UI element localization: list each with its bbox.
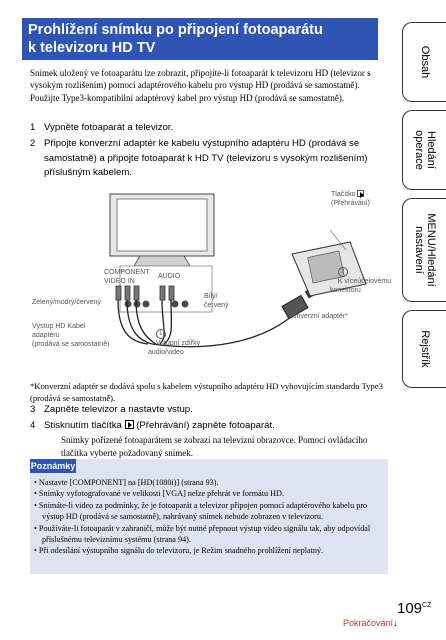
- tab-menu-settings-search[interactable]: [402, 198, 446, 302]
- play-icon: [125, 420, 134, 429]
- tab-index[interactable]: [402, 310, 446, 388]
- play-icon: [357, 190, 364, 197]
- step-2-number: 2: [30, 138, 36, 149]
- step-1: [30, 121, 390, 136]
- tab-operation-search-label: Hledání operace: [412, 130, 437, 170]
- page-title-line2: k televizoru HD TV: [28, 40, 156, 56]
- step-2: [30, 137, 390, 181]
- tv-icon: [110, 194, 214, 266]
- step-4: [30, 419, 390, 434]
- audio-label: AUDIO: [158, 273, 181, 280]
- page-locale: CZ: [422, 602, 432, 609]
- multi-connector-label: [330, 258, 391, 304]
- note-item: • Při odesílání výstupního signálu do televizoru, je Režim snadného prohlížení neplatný.: [34, 545, 384, 556]
- step-4-text-post: (Přehrávání) zapněte fotoaparát.: [136, 420, 275, 431]
- av-input-label: [148, 320, 200, 366]
- white-red-label: Bílý/ červený: [204, 293, 229, 309]
- intro-paragraph: Snímek uložený ve fotoaparátu lze zobrazit, připojíte-li fotoaparát k televizoru HD (televizor s vysokým rozlišením) pomocí adaptérového kabelu pro výstup HD (prodává se samostatně). Použijte Type3-kompatibilní adaptérový kabel pro výstup HD (prodává se samostatně).: [30, 68, 371, 103]
- multi-connector-text: K víceúčelovému konektoru: [330, 278, 392, 294]
- av-input-number: 1: [156, 329, 166, 339]
- step-3-number: 3: [30, 404, 36, 415]
- footnote: *Konverzní adaptér se dodává spolu s kabelem výstupního adaptéru HD vyhovujícím standardu Type3 (prodává se samostatně).: [30, 381, 383, 403]
- page-number: [397, 600, 431, 617]
- tab-menu-settings-label: MENU/Hledání nastavení: [412, 213, 437, 287]
- connection-diagram: [30, 192, 392, 370]
- av-input-text: Vstupní zdířky audio/video: [148, 340, 201, 356]
- play-button-text: Tlačítko: [331, 191, 356, 198]
- multi-connector-number: 2: [338, 267, 348, 277]
- note-item: • Snímáte-li video za podmínky, že je fotoaparát a televizor připojen pomocí adaptérového kabelu pro výstup HD (prodává se samostatně), nahrávaný snímek nebude zobrazen v televizoru.: [34, 500, 384, 523]
- tab-contents[interactable]: [402, 22, 446, 102]
- step-2-text: Připojte konverzní adaptér ke kabelu výstupního adaptéru HD (prodává se samostatně) a připojte fotoaparát k HD TV (televizoru s vysokým rozlišením) příslušným kabelem.: [44, 138, 368, 178]
- notes-list: [34, 477, 384, 557]
- tab-operation-search[interactable]: [402, 110, 446, 190]
- green-blue-red-label: Zelený/modrý/červený: [32, 299, 101, 306]
- component-video-label: COMPONENT VIDEO IN: [104, 269, 150, 285]
- conversion-adapter-label: Konverzní adaptér*: [288, 313, 348, 320]
- page-title: [22, 18, 378, 60]
- notes-header: Poznámky: [30, 461, 76, 471]
- page-title-line1: Prohlížení snímku po připojení fotoaparátu: [28, 22, 323, 38]
- step-4-number: 4: [30, 420, 36, 431]
- play-button-label: [331, 190, 370, 208]
- notes-box: [30, 459, 388, 574]
- step-3-text: Zapněte televizor a nastavte vstup.: [44, 404, 193, 415]
- continue-label: Pokračování: [343, 618, 394, 628]
- step-3: [30, 403, 390, 418]
- page-number-value: 109: [397, 600, 423, 617]
- hd-cable-label: Výstup HD Kabel adaptéru (prodává se samostatně): [32, 323, 110, 348]
- tab-contents-label: Obsah: [418, 45, 431, 79]
- tab-index-label: Rejstřík: [418, 330, 431, 368]
- arrow-down-icon: ↓: [393, 618, 398, 628]
- play-button-text2: (Přehrávání): [331, 200, 370, 207]
- step-1-text: Vypněte fotoaparát a televizor.: [44, 122, 174, 133]
- step-1-number: 1: [30, 122, 36, 133]
- step-4-description: Snímky pořízené fotoaparátem se zobrazí na televizní obrazovce. Pomocí ovládacího tlačítka vyberte požadovaný snímek.: [61, 435, 368, 458]
- note-item: • Používáte-li fotoaparát v zahraničí, může být nutné přepnout výstup video signálu tak, aby odpovídal příslušnému televiznímu systému (strana 94).: [34, 523, 384, 546]
- note-item: • Snímky vyfotografované ve velikosti [VGA] nelze přehrát ve formátu HD.: [34, 488, 384, 499]
- continue-link[interactable]: [343, 618, 398, 628]
- note-item: • Nastavte [COMPONENT] na [HD(1080i)] (strana 93).: [34, 477, 384, 488]
- step-4-text-pre: Stisknutím tlačítka: [44, 420, 122, 431]
